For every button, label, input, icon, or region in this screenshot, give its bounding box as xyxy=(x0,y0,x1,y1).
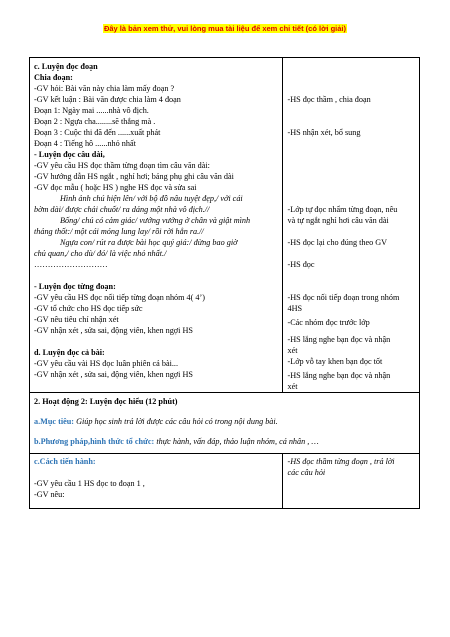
method-text: thực hành, vấn đáp, thảo luận nhóm, cá nhân , … xyxy=(156,437,319,446)
table-row xyxy=(30,58,420,393)
text-line: -HS lắng nghe bạn đọc và nhận xyxy=(287,371,391,380)
text-line: -GV đọc mẫu ( hoặc HS ) nghe HS đọc và sửa sai xyxy=(34,183,197,192)
procedure-label: c.Cách tiến hành: xyxy=(34,457,96,466)
teacher-activity-cell xyxy=(30,454,283,509)
example-sentence: Hình ảnh chú hiện lên/ với bộ đồ nâu tuyệt đẹp,/ với cái xyxy=(60,194,243,203)
text-line: -HS đọc thầm , chia đoạn xyxy=(287,95,371,104)
example-sentence: bờm dài/ được chải chuốt/ ra dáng một nhà vô địch.// xyxy=(34,205,210,214)
objective-text: Giúp học sinh trả lời được các câu hỏi có trong nội dung bài. xyxy=(76,417,278,426)
preview-banner: Đây là bản xem thử, vui lòng mua tài liệu để xem chi tiết (có lời giải) xyxy=(103,24,347,33)
text-line: -HS đọc nối tiếp đoạn trong nhóm xyxy=(287,293,400,302)
teacher-activity-cell xyxy=(30,58,283,393)
text-line: -GV tổ chức cho HS đọc tiếp sức xyxy=(34,304,143,313)
method-label: b.Phương pháp,hình thức tổ chức: xyxy=(34,437,155,446)
text-line: -Lớp vỗ tay khen bạn đọc tốt xyxy=(287,357,383,366)
text-line: -Lớp tự đọc nhẩm từng đoạn, nêu xyxy=(287,205,398,214)
section-heading: - Luyện đọc câu dài, xyxy=(34,150,105,159)
text-line: xét xyxy=(287,382,298,391)
text-line: -GV hỏi: Bài văn này chia làm mấy đoạn ? xyxy=(34,84,175,93)
text-line: -GV nhận xét , sửa sai, động viên, khen ngợi HS xyxy=(34,370,193,379)
text-line: -HS đọc lại cho đúng theo GV xyxy=(287,238,388,247)
section-heading: c. Luyện đọc đoạn xyxy=(34,62,98,71)
section-heading: d. Luyện đọc cả bài: xyxy=(34,348,105,357)
text-line: -HS đọc thầm từng đoạn , trả lời xyxy=(287,457,395,466)
activity-heading: 2. Hoạt động 2: Luyện đọc hiểu (12 phút) xyxy=(34,397,178,406)
text-line: -GV yêu cầu HS đọc thầm từng đoạn tìm câu văn dài: xyxy=(34,161,210,170)
text-line: -GV kết luận : Bài văn được chia làm 4 đoạn xyxy=(34,95,181,104)
text-line: các câu hỏi xyxy=(287,468,326,477)
text-line: Đoạn 1: Ngày mai ......nhà vô địch. xyxy=(34,106,149,115)
example-sentence: Bống/ chú có cảm giác/ vướng vướng ở chân và giật mình xyxy=(60,216,251,225)
text-line: -GV nhận xét , sửa sai, động viên, khen ngợi HS xyxy=(34,326,193,335)
table-row xyxy=(30,454,420,509)
text-line: -GV yêu cầu vài HS đọc luân phiên cả bài... xyxy=(34,359,178,368)
example-sentence: thảng thốt:/ một cái móng lung lay/ rồi rời hẳn ra.// xyxy=(34,227,204,236)
student-activity-cell xyxy=(283,58,420,393)
section-heading: Chia đoạn: xyxy=(34,73,73,82)
text-line: -GV nêu: xyxy=(34,490,65,499)
text-line: -GV nêu tiêu chí nhận xét xyxy=(34,315,119,324)
text-line: và tự ngắt nghỉ hơi câu văn dài xyxy=(287,216,389,225)
section-heading: - Luyện đọc từng đoạn: xyxy=(34,282,116,291)
objective-line xyxy=(34,416,415,427)
text-line: -GV hướng dẫn HS ngắt , nghỉ hơi; bảng phụ ghi câu văn dài xyxy=(34,172,234,181)
example-sentence: Ngựa con/ rút ra được bài học quý giá:/ đừng bao giờ xyxy=(60,238,238,247)
text-line: -GV yêu cầu 1 HS đọc to đoạn 1 , xyxy=(34,479,145,488)
text-line: -HS đọc xyxy=(287,260,315,269)
table-row xyxy=(30,393,420,454)
text-line: xét xyxy=(287,346,298,355)
example-sentence: chủ quan,/ cho dù/ đó/ là việc nhỏ nhất./ xyxy=(34,249,167,258)
student-activity-cell xyxy=(283,454,420,509)
text-line: -HS nhận xét, bổ sung xyxy=(287,128,361,137)
text-line: Đoạn 3 : Cuộc thi đã đến ......xuất phát xyxy=(34,128,161,137)
text-line: -GV yêu cầu HS đọc nối tiếp từng đoạn nhóm 4( 4’) xyxy=(34,293,205,302)
method-line xyxy=(34,436,415,447)
activity-2-cell xyxy=(30,393,420,454)
ellipsis-line: ……………………… xyxy=(34,260,108,269)
text-line: Đoạn 4 : Tiếng hô ......nhỏ nhất xyxy=(34,139,136,148)
text-line: -HS lắng nghe bạn đọc và nhận xyxy=(287,335,391,344)
lesson-table xyxy=(29,57,420,509)
text-line: 4HS xyxy=(287,304,303,313)
objective-label: a.Mục tiêu: xyxy=(34,417,75,426)
text-line: -Các nhóm đọc trước lớp xyxy=(287,318,370,327)
text-line: Đoạn 2 : Ngựa cha........sẽ thắng mà . xyxy=(34,117,156,126)
